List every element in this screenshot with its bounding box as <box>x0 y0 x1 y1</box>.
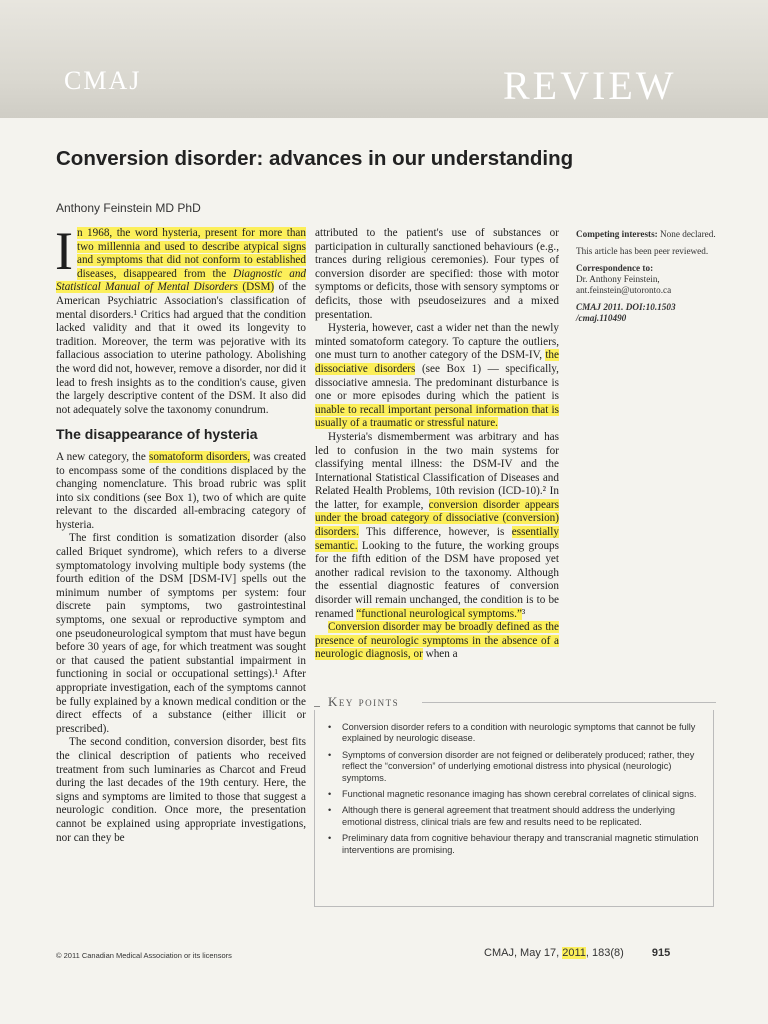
paragraph: The first condition is somatization disorder (also called Briquet syndrome), which refers to a diverse symptomatology involving multiple body systems (the fourth edition of the DSM [DSM-IV] spells out the minimum number of symptoms per system: four discrete pain symptoms, two gastrointestinal symptoms, one sexual or reproductive symptom and one pseudoneurological symptom that must have begun before 30 years of age, for which treatment was sought or that caused the patient substantial impairment in functioning in social or occupational settings).¹ After appropriate investigation, each of the symptoms cannot be fully explained by a known medical condition or the direct effects of a substance (either illicit or prescribed). <box>56 532 306 735</box>
article-author: Anthony Feinstein MD PhD <box>56 201 201 215</box>
text-run: CMAJ, May 17, <box>484 947 563 959</box>
list-item: • Symptoms of conversion disorder are not feigned or deliberately produced; rather, they reflect the “conversion” of underlying emotional distress into physical (neurologic) symptoms. <box>328 750 704 784</box>
journal-logo: CMAJ <box>64 66 142 95</box>
page-number: 915 <box>651 947 671 959</box>
key-points-list <box>328 722 704 861</box>
highlight: essentially semantic. <box>315 526 559 552</box>
highlight: unable to recall important personal information that is usually of a traumatic or stressful nature. <box>315 403 559 430</box>
drop-cap: I <box>55 221 73 281</box>
paragraph-intro <box>55 221 307 417</box>
column-left <box>55 221 307 845</box>
list-item: • Conversion disorder refers to a condition with neurologic symptoms that cannot be fully explained by neurologic disease. <box>328 722 704 745</box>
key-points-box <box>314 694 716 910</box>
text-run: This difference, however, is <box>358 526 512 539</box>
text-run: Hysteria, however, cast a wider net than the newly minted somatoform category. To capture the outliers, one must turn to another category of the DSM-IV, <box>315 322 559 362</box>
highlight: conversion disorder appears under the broad category of dissociative (conversion) disorders. <box>315 498 559 539</box>
text-run: when a <box>422 648 458 661</box>
peer-review-note: This article has been peer reviewed. <box>576 246 709 256</box>
article-title: Conversion disorder: advances in our understanding <box>56 147 574 170</box>
box-rule <box>314 706 320 707</box>
section-heading: The disappearance of hysteria <box>56 426 258 443</box>
text-run: of the American Psychiatric Association's classification of mental disorders.¹ Critics had argued that the condition lacked validity and that it owed its longevity to tradition. Moreover, the term was pejorative with its fallacious association to uterine pathology. Abolishing the word did not, however, remove a disorder, nor did it lead to fresh insights as to the condition's cause, given the largely descriptive content of the DSM. It also did not adequately solve the taxonomy conundrum. <box>56 281 306 416</box>
text-run: Looking to the future, the working groups for the fifth edition of the DSM have proposed yet another radical revision to the taxonomy. Although the essential diagnostic features of conversion disorder will remain unchanged, the condition is to be renamed <box>315 539 559 620</box>
highlight: somatoform disorders, <box>148 450 250 463</box>
text-run: Hysteria's dismemberment was arbitrary and has led to confusion in the two main systems for classifying mental illness: the DSM-IV and the International Statistical Classification of Diseases and Related Health Problems, 10th revision (ICD-10).² In the latter, for example, <box>315 430 559 511</box>
key-points-title: Key points <box>328 694 400 709</box>
highlight: (DSM) <box>238 281 275 294</box>
text-run: CMAJ 2011. DOI:10.1503 /cmaj.110490 <box>576 302 676 323</box>
competing-interests <box>576 229 716 240</box>
text-run: ³ <box>521 607 526 620</box>
label: Correspondence to: <box>576 263 654 273</box>
text-run: Dr. Anthony Feinstein, <box>576 274 660 284</box>
text-run: , 183(8) <box>585 947 624 959</box>
paragraph <box>56 451 306 533</box>
highlight: “functional neurological symptoms.” <box>356 607 522 620</box>
list-item: • Although there is general agreement that treatment should address the underlying emotional distress, clinical trials are few and results need to be replicated. <box>328 805 704 828</box>
paragraph <box>315 621 559 662</box>
copyright: © 2011 Canadian Medical Association or its licensors <box>56 951 232 960</box>
paragraph: attributed to the patient's use of substances or participation in culturally sanctioned behaviours (e.g., trances during religious ceremonies). Four types of conversion disorder are specified: those with motor symptoms or deficits, those with sensory symptoms or deficits, those with pseudoseizures and a mixed presentation. <box>315 227 559 321</box>
list-item: • Preliminary data from cognitive behaviour therapy and transcranial magnetic stimulation interventions are promising. <box>328 833 704 856</box>
highlight: 2011 <box>562 947 586 959</box>
column-middle <box>315 227 559 662</box>
email-link[interactable]: ant.feinstein@utoronto.ca <box>576 285 672 295</box>
highlight: Conversion disorder may be broadly defined as the presence of neurologic symptoms in the absence of a neurologic diagnosis, or <box>315 621 559 661</box>
text-run: None declared. <box>657 229 716 239</box>
list-item: • Functional magnetic resonance imaging has shown cerebral correlates of clinical signs. <box>328 789 704 800</box>
correspondence <box>576 263 716 296</box>
text-run: (see Box 1) — specifically, dissociative amnesia. The predominant disturbance is one or more episodes during which the patient is <box>315 362 559 403</box>
doi <box>576 302 716 324</box>
citation <box>484 947 670 959</box>
text-run: was created to encompass some of the conditions displaced by the changing nomenclature. This broad rubric was split into six conditions (see Box 1), two of which are quite relevant to the discarded all-embracing category of hysteria. <box>56 450 306 531</box>
paragraph <box>315 322 559 431</box>
highlight-italic: Diagnostic and Statistical Manual of Mental Disorders <box>56 267 307 294</box>
paragraph: The second condition, conversion disorder, best fits the clinical description of patients who received treatment from such luminaries as Charcot and Freud during the last decades of the 19th century. Here, the signs and symptoms are limited to those that suggest a neurologic condition. Once more, the presentation cannot be explained using appropriate investigations, nor can they be <box>56 736 306 844</box>
sidebar-notes <box>576 229 716 330</box>
label: Competing interests: <box>576 229 658 239</box>
paragraph <box>315 431 559 621</box>
text-run: A new category, the <box>56 450 149 463</box>
highlight: n 1968, the word hysteria, present for more than two millennia and used to describe atypical signs and symptoms that did not conform to established diseases, disappeared from the <box>76 227 306 280</box>
section-label: REVIEW <box>503 63 677 108</box>
highlight: the dissociative disorders <box>315 349 559 375</box>
box-rule <box>422 702 716 703</box>
